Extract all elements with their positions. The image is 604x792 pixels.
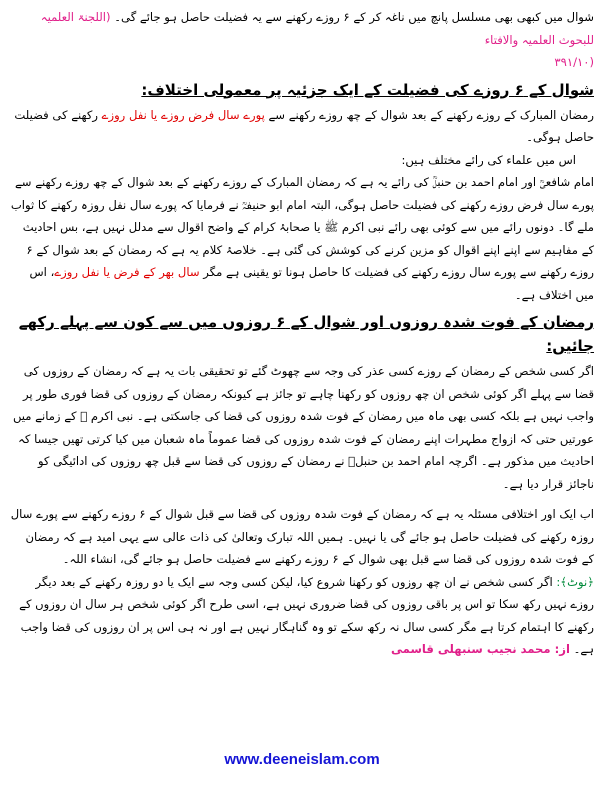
highlight-text: سال بھر کے فرض یا نفل روزے — [54, 265, 200, 279]
intro-reference: (اللجنۃ العلمیہ للبحوث العلمیہ والافتاء — [40, 10, 594, 47]
note-text: اگر کسی شخص نے ان چھ روزوں کو رکھنا شروع کیا، لیکن کسی وجہ سے ایک یا دو روزہ رکھنے کے بعد دیگر روزے نہیں رکھ سکا تو اس پر باقی روزوں کی قضا ضروری نہیں ہے، اسی طرح اگر کوئی شخص ہر سال ان روزوں کے رکھنے کا اہتمام کرتا ہے مگر کسی سال نہ رکھ سکے تو وہ گناہگار نہیں ہے اور نہ ہی اس پر ان روزوں کی قضا واجب ہے۔ — [19, 574, 594, 656]
website-link[interactable]: www.deeneislam.com — [224, 751, 380, 768]
note-label: ﴿نوٹ﴾: — [556, 574, 594, 589]
intro-paragraph — [10, 6, 594, 74]
section1-heading: شوال کے ۶ روزے کی فضیلت کے ایک جزئیہ پر معمولی اختلاف: — [141, 80, 594, 99]
section2-paragraph-1: اگر کسی شخص کے رمضان کے روزے کسی عذر کی وجہ سے چھوٹ گئے تو تحقیقی بات یہ ہے کہ رمضان کے روزوں کی قضا سے پہلے اگر کوئی شخص ان چھ روزوں کو رکھنا چاہے تو جائز ہے کیونکہ رمضان کے روزوں کی قضا فوری طور پر واجب نہیں ہے بلکہ کسی بھی ماہ میں رمضان کے فوت شدہ روزوں کی قضا کی جاسکتی ہے۔ نبی اکرم ﷺ کے زمانے میں عورتیں حتی کہ ازواج مطہرات اپنے رمضان کے فوت شدہ روزوں کی قضا عموماً ماہ شعبان میں کیا کرتی تھیں جیسا کہ احادیث میں مذکور ہے۔ اگرچہ امام احمد بن حنبلؒ نے رمضان کے روزوں کی قضا سے قبل چھ روزوں کی ادائیگی کو ناجائز قرار دیا ہے۔ — [12, 364, 594, 491]
intro-text: شوال میں کبھی بھی مسلسل پانچ میں ناغہ کر کے ۶ روزے رکھنے سے یہ فضیلت حاصل ہو جائے گی۔ — [114, 10, 594, 24]
highlight-text: پورے سال فرض روزے یا نفل روزے — [101, 107, 265, 122]
section1-paragraph-2: اس میں علماء کی رائے مختلف ہیں: — [401, 152, 576, 167]
section1-paragraph-3: امام شافعیؒ اور امام احمد بن حنبلؒ کی رائے یہ ہے کہ رمضان المبارک کے روزے رکھنے کے بعد شوال کے چھ روزے رکھنے سے پورے سال فرض روزے رکھنے کی فضیلت حاصل ہوگی، البتہ امام ابو حنیفہؒ نے فرمایا کہ پورے سال نفل روزہ رکھنے کا ثواب ملے گا۔ دونوں رائے میں سے کوئی بھی رائے نبی اکرم ﷺ یا صحابۂ کرام کے واضح اقوال سے مدلل نہیں ہے، بس احادیث کے مفاہیم سے اپنے اپنے اقوال کو مزین کرنے کی کوشش کی گئی ہے۔ خلاصۂ کلام یہ ہے کہ رمضان کے بعد شوال کے ۶ روزے رکھنے سے پورے سال روزے رکھنے کی فضیلت کا حاصل ہونا تو یقینی ہے مگر سال بھر کے فرض یا نفل روزے، اس میں اختلاف ہے۔ — [10, 175, 594, 302]
intro-reference-number: (۳۹۱/۱۰ — [554, 55, 594, 69]
section1-paragraph-1: رمضان المبارک کے روزے رکھنے کے بعد شوال کے چھ روزے رکھنے سے پورے سال فرض روزے یا نفل روزے رکھنے کی فضیلت حاصل ہوگی۔ — [14, 107, 594, 144]
author-signature: از: محمد نجیب سنبھلی قاسمی — [390, 642, 570, 656]
section2-paragraph-2: اب ایک اور اختلافی مسئلہ یہ ہے کہ رمضان کے فوت شدہ روزوں کی قضا سے قبل شوال کے ۶ روزے رکھنے سے پورے سال روزہ رکھنے کی فضیلت حاصل ہو جائے گی یا نہیں۔ ہمیں اللہ تبارک وتعالیٰ کی ذات عالی سے یہی امید ہے کہ رمضان کے فوت شدہ روزوں کی قضا سے قبل بھی شوال کے ۶ روزے رکھنے سے فضیلت حاصل ہو جائے گی، انشاء اللہ۔ — [10, 507, 594, 566]
note-paragraph — [10, 571, 594, 661]
section2-heading: رمضان کے فوت شدہ روزوں اور شوال کے ۶ روزوں میں سے کون سے پہلے رکھے جائیں: — [18, 313, 594, 355]
